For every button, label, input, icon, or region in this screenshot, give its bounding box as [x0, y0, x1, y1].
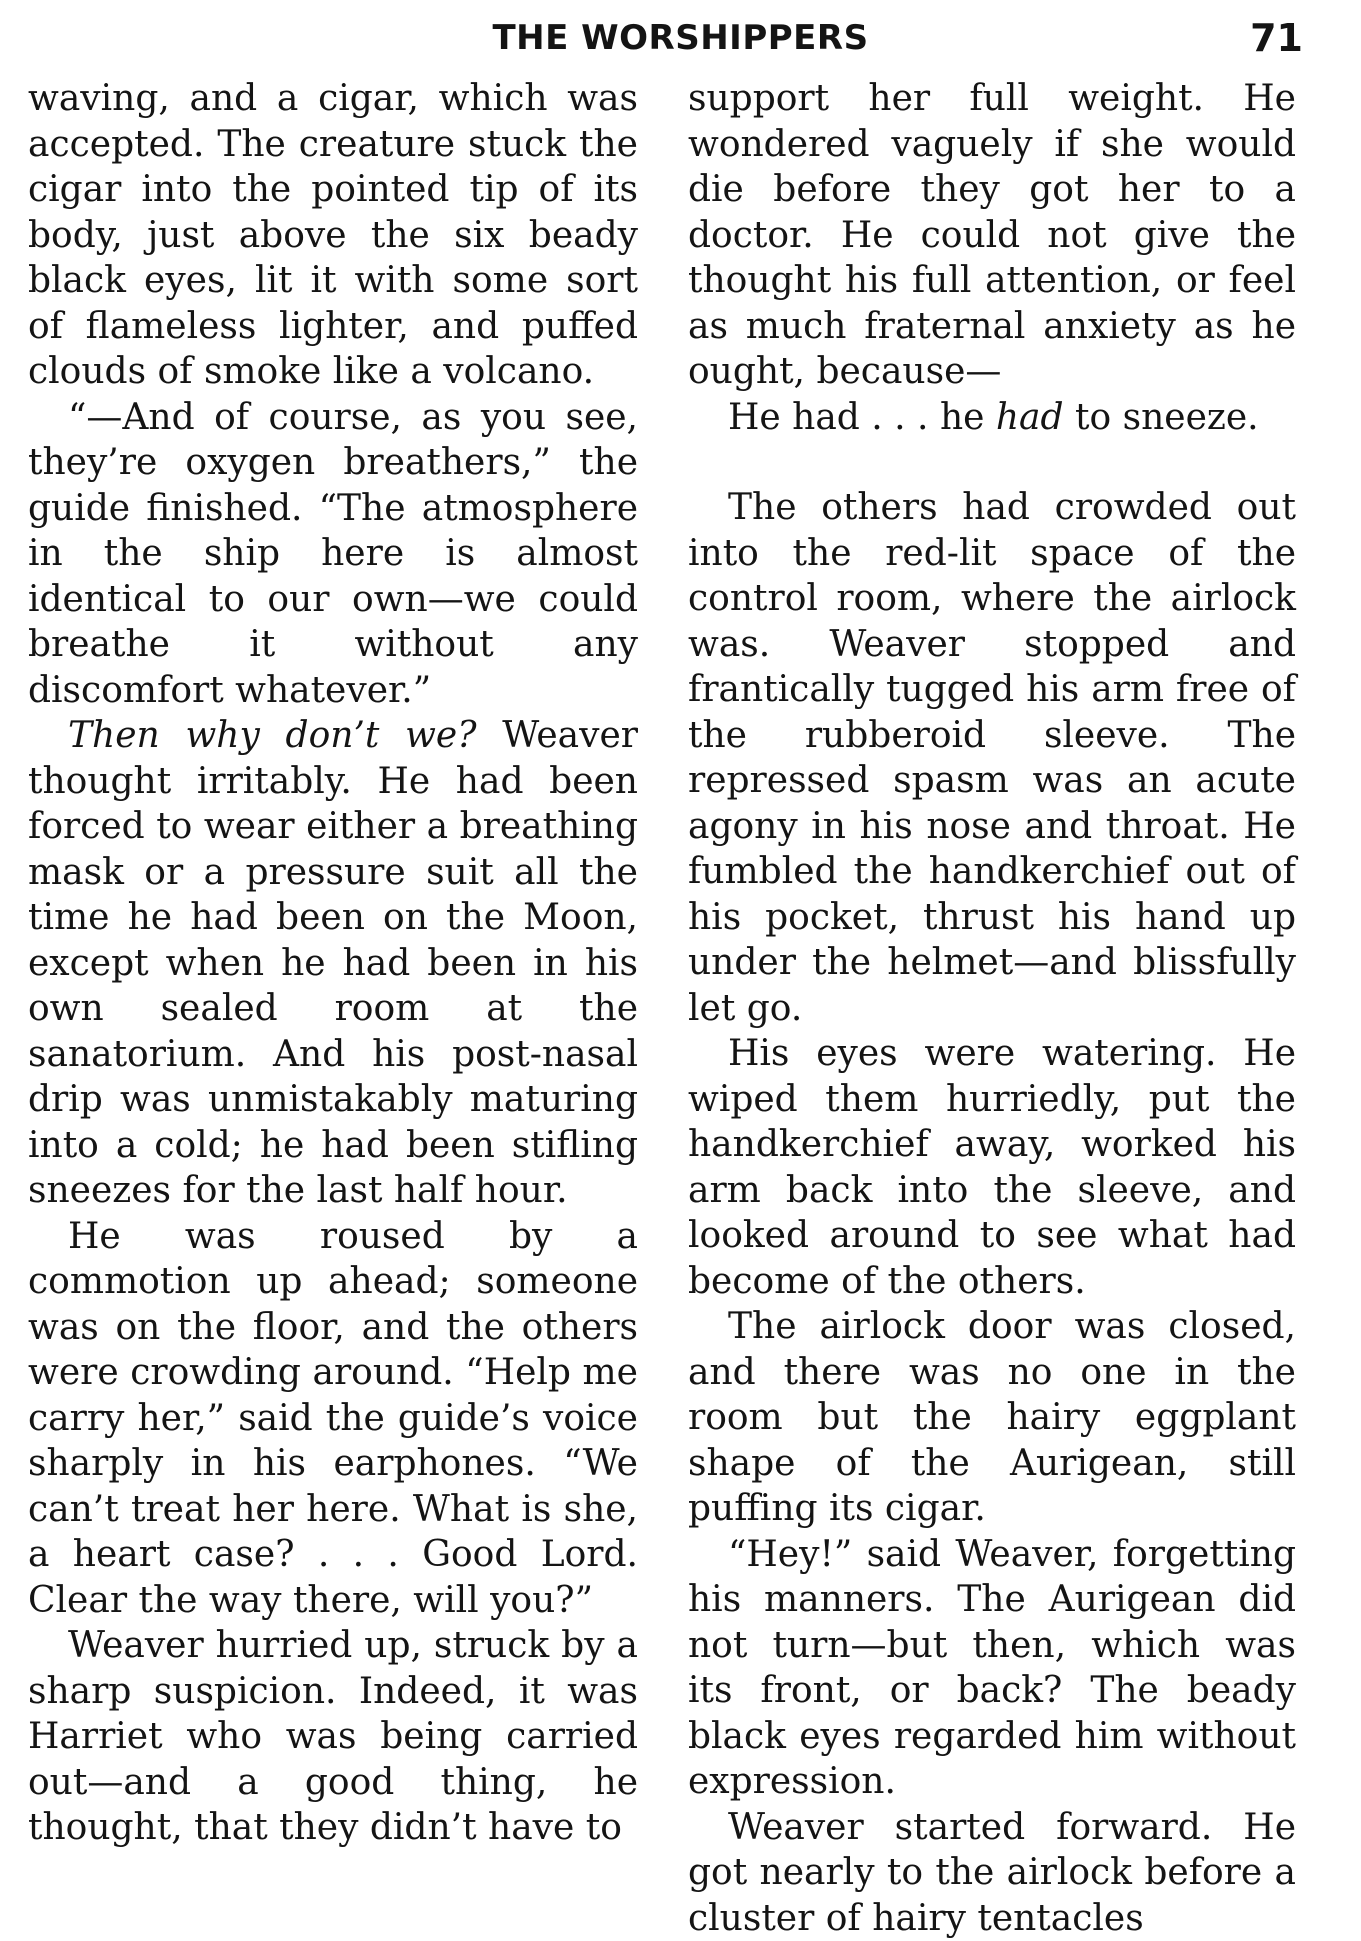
- italic-emphasis: had: [996, 397, 1064, 438]
- paragraph: “Hey!” said Weaver, forgetting his manners. The Aurigean did not turn—but then, which was its front, or back? The beady black eyes regarded him without expression.: [688, 1532, 1296, 1805]
- paragraph: support her full weight. He wondered vaguely if she would die before they got her to a doctor. He could not give the thought his full attention, or feel as much fraternal anxiety as he ought, because—: [688, 76, 1296, 395]
- paragraph-text: He had . . . he: [728, 397, 996, 438]
- paragraph: His eyes were watering. He wiped them hurriedly, put the handkerchief away, worked his arm back into the sleeve, and looked around to see what had become of the others.: [688, 1031, 1296, 1304]
- paragraph: “—And of course, as you see, they’re oxygen breathers,” the guide finished. “The atmosphere in the ship here is almost identical to our own—we could breathe it without any discomfort whatever.”: [28, 395, 638, 714]
- page-number: 71: [1250, 16, 1303, 60]
- running-head-title: THE WORSHIPPERS: [0, 18, 1361, 58]
- paragraph-text: Weaver thought irritably. He had been forced to wear either a breathing mask or a pressure suit all the time he had been on the Moon, except when he had been in his own sealed room at the sanatorium. And his post-nasal drip was unmistakably maturing into a cold; he had been stifling sneezes for the last half hour.: [28, 715, 638, 1211]
- paragraph: Weaver started forward. He got nearly to the airlock before a cluster of hairy tentacles: [688, 1805, 1296, 1941]
- paragraph: [688, 395, 1296, 441]
- paragraph: The others had crowded out into the red-lit space of the control room, where the airlock was. Weaver stopped and frantically tugged his arm free of the rubberoid sleeve. The repressed spasm was an acute agony in his nose and throat. He fumbled the handkerchief out of his pocket, thrust his hand up under the helmet—and blissfully let go.: [688, 485, 1296, 1031]
- paragraph: He was roused by a commotion up ahead; someone was on the floor, and the others were crowding around. “Help me carry her,” said the guide’s voice sharply in his earphones. “We can’t treat her here. What is she, a heart case? . . . Good Lord. Clear the way there, will you?”: [28, 1214, 638, 1624]
- paragraph: The airlock door was closed, and there was no one in the room but the hairy eggplant shape of the Aurigean, still puffing its cigar.: [688, 1304, 1296, 1532]
- paragraph: waving, and a cigar, which was accepted. The creature stuck the cigar into the pointed tip of its body, just above the six beady black eyes, lit it with some sort of flameless lighter, and puffed clouds of smoke like a volcano.: [28, 76, 638, 395]
- paragraph: [28, 713, 638, 1214]
- paragraph-text: to sneeze.: [1064, 397, 1259, 438]
- right-column: [688, 76, 1296, 1941]
- italic-thought: Then why don’t we?: [68, 715, 477, 756]
- running-head: [0, 10, 1361, 70]
- paragraph: Weaver hurried up, struck by a sharp suspicion. Indeed, it was Harriet who was being carried out—and a good thing, he thought, that they didn’t have to: [28, 1623, 638, 1851]
- left-column: [28, 76, 638, 1851]
